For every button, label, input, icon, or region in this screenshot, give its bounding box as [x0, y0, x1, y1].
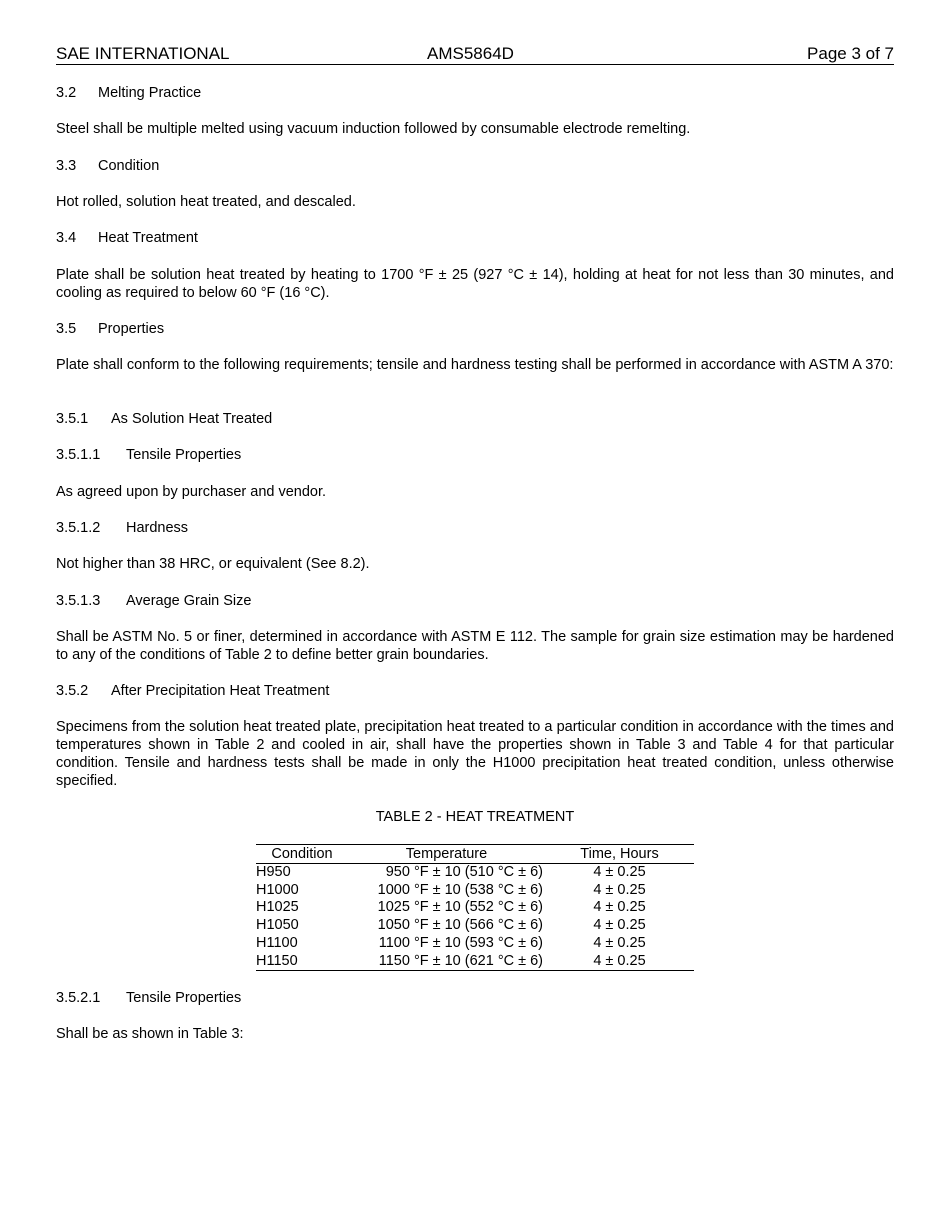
header-doc-id: AMS5864D — [427, 44, 514, 63]
cell-time: 4 ± 0.25 — [593, 881, 646, 898]
section-number: 3.5.1.2 — [56, 520, 101, 536]
section-title: Condition — [98, 158, 160, 174]
cell-condition: H1100 — [256, 934, 298, 951]
cell-condition: H1000 — [256, 881, 299, 898]
section-title: Average Grain Size — [126, 593, 252, 609]
table-row — [256, 882, 694, 900]
table-row — [256, 864, 694, 882]
table-row — [256, 935, 694, 953]
cell-temperature: 950 °F ± 10 (510 °C ± 6) — [385, 864, 543, 880]
heading-3-5-2-1 — [56, 989, 894, 1007]
paragraph-3-3: Hot rolled, solution heat treated, and descaled. — [56, 194, 356, 210]
header-condition: Condition — [256, 845, 348, 864]
header-org: SAE INTERNATIONAL — [56, 44, 230, 63]
section-title: Hardness — [126, 520, 189, 536]
heading-3-5 — [56, 320, 894, 338]
cell-time: 4 ± 0.25 — [593, 952, 646, 969]
section-number: 3.5 — [56, 321, 77, 337]
cell-condition: H950 — [256, 864, 291, 880]
section-title: As Solution Heat Treated — [111, 411, 273, 427]
cell-temperature: 1050 °F ± 10 (566 °C ± 6) — [377, 917, 543, 934]
heading-3-2 — [56, 84, 894, 102]
section-title: Heat Treatment — [98, 230, 198, 246]
table-row — [256, 953, 694, 971]
cell-temperature: 1025 °F ± 10 (552 °C ± 6) — [377, 899, 543, 916]
cell-condition: H1050 — [256, 917, 299, 934]
heading-3-5-1-1 — [56, 446, 894, 464]
heading-3-3 — [56, 157, 894, 175]
section-number: 3.5.1.3 — [56, 593, 101, 609]
section-title: Properties — [98, 321, 165, 337]
page-header — [56, 44, 894, 65]
table-header-row — [256, 845, 694, 864]
cell-time: 4 ± 0.25 — [593, 864, 646, 880]
header-temperature: Temperature — [348, 845, 545, 864]
heading-3-5-2 — [56, 682, 894, 700]
section-number: 3.3 — [56, 158, 77, 174]
table-row — [256, 899, 694, 917]
paragraph-3-5: Plate shall conform to the following requirements; tensile and hardness testing shall be performed in accordance with ASTM A 370: — [56, 357, 894, 373]
table-row — [256, 917, 694, 935]
heading-3-5-1 — [56, 410, 894, 428]
cell-time: 4 ± 0.25 — [593, 934, 646, 951]
section-number: 3.5.2 — [56, 683, 89, 699]
section-title: After Precipitation Heat Treatment — [111, 683, 330, 699]
cell-time: 4 ± 0.25 — [593, 899, 646, 916]
paragraph-3-4: Plate shall be solution heat treated by heating to 1700 °F ± 25 (927 °C ± 14), holding at heat for not less than 30 minutes, and cooling as required to below 60 °F (16 °C). — [56, 267, 894, 301]
cell-condition: H1025 — [256, 899, 299, 916]
paragraph-3-5-1-1: As agreed upon by purchaser and vendor. — [56, 484, 327, 500]
table-2-caption: TABLE 2 - HEAT TREATMENT — [375, 809, 575, 825]
section-number: 3.5.2.1 — [56, 990, 101, 1006]
heading-3-5-1-2 — [56, 519, 894, 537]
heading-3-5-1-3 — [56, 592, 894, 610]
cell-temperature: 1150 °F ± 10 (621 °C ± 6) — [378, 952, 543, 969]
section-title: Melting Practice — [98, 85, 202, 101]
paragraph-3-5-2: Specimens from the solution heat treated plate, precipitation heat treated to a particular condition in accordance with the times and temperatures shown in Table 2 and cooled in air, shall have the properties shown in Table 3 and Table 4 for that particular condition. Tensile and hardness tests shall be made in only the H1000 precipitation heat treated condition, unless otherwise specified. — [56, 719, 894, 789]
paragraph-3-5-1-2: Not higher than 38 HRC, or equivalent (See 8.2). — [56, 556, 370, 572]
paragraph-3-2: Steel shall be multiple melted using vacuum induction followed by consumable electrode remelting. — [56, 121, 691, 137]
section-number: 3.4 — [56, 230, 77, 246]
section-title: Tensile Properties — [126, 447, 242, 463]
paragraph-3-5-1-3: Shall be ASTM No. 5 or finer, determined in accordance with ASTM E 112. The sample for grain size estimation may be hardened to any of the conditions of Table 2 to define better grain boundaries. — [56, 629, 894, 663]
cell-temperature: 1100 °F ± 10 (593 °C ± 6) — [378, 934, 543, 951]
heat-treatment-table — [256, 844, 694, 971]
section-title: Tensile Properties — [126, 990, 242, 1006]
cell-temperature: 1000 °F ± 10 (538 °C ± 6) — [377, 881, 543, 898]
heading-3-4 — [56, 229, 894, 247]
cell-time: 4 ± 0.25 — [593, 917, 646, 934]
paragraph-3-5-2-1: Shall be as shown in Table 3: — [56, 1026, 244, 1042]
cell-condition: H1150 — [256, 952, 298, 969]
header-time: Time, Hours — [545, 845, 694, 864]
header-page-number: Page 3 of 7 — [807, 44, 894, 63]
section-number: 3.2 — [56, 85, 77, 101]
section-number: 3.5.1 — [56, 411, 89, 427]
section-number: 3.5.1.1 — [56, 447, 101, 463]
